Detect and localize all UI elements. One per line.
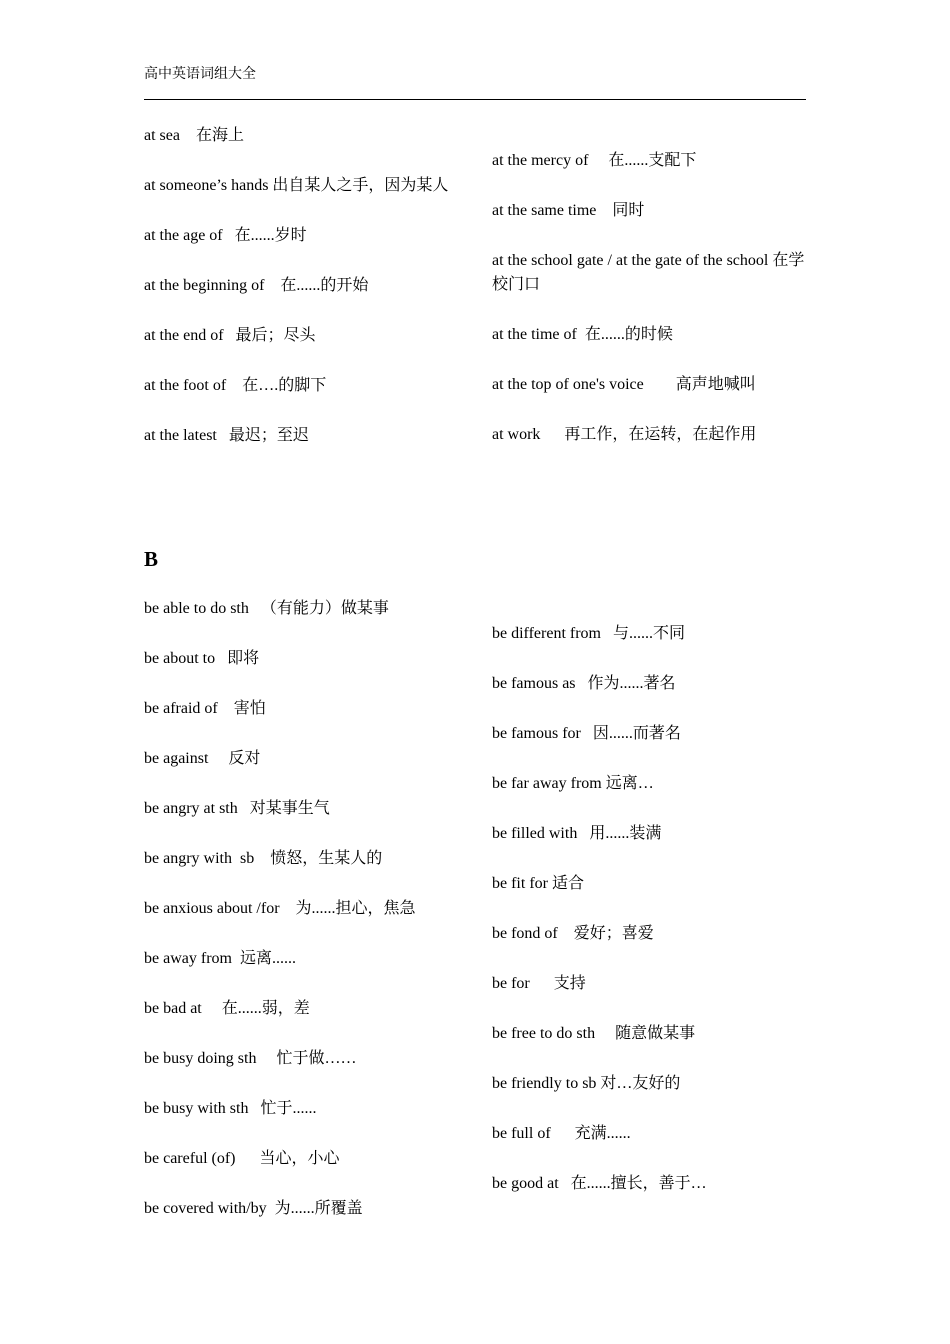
header-divider <box>144 99 806 100</box>
phrase-entry: be famous as 作为......著名 <box>492 675 676 692</box>
phrase-entry: be about to 即将 <box>144 650 260 667</box>
phrase-entry: be against 反对 <box>144 750 261 767</box>
phrase-entry: be friendly to sb 对…友好的 <box>492 1075 681 1092</box>
section-a-right-column <box>492 149 810 473</box>
phrase-entry: be for 支持 <box>492 975 586 992</box>
phrase-entry: at the latest 最迟；至迟 <box>144 427 309 444</box>
phrase-entry: be fond of 爱好；喜爱 <box>492 925 654 942</box>
phrase-entry: be careful (of) 当心，小心 <box>144 1150 340 1167</box>
phrase-entry: at work 再工作，在运转，在起作用 <box>492 426 757 443</box>
section-b-left-column <box>144 597 470 1247</box>
section-a-left-column <box>144 124 470 474</box>
phrase-entry: be different from 与......不同 <box>492 625 685 642</box>
phrase-entry: at sea 在海上 <box>144 127 244 144</box>
phrase-entry: be busy with sth 忙于...... <box>144 1100 317 1117</box>
phrase-entry: be full of 充满...... <box>492 1125 631 1142</box>
phrase-entry: be covered with/by 为......所覆盖 <box>144 1200 363 1217</box>
phrase-entry: be bad at 在......弱，差 <box>144 1000 310 1017</box>
page-header-title: 高中英语词组大全 <box>144 67 256 82</box>
phrase-entry: at the age of 在......岁时 <box>144 227 307 244</box>
phrase-entry: at the foot of 在….的脚下 <box>144 377 327 394</box>
phrase-entry: at the time of 在......的时候 <box>492 326 673 343</box>
phrase-entry: at the mercy of 在......支配下 <box>492 152 697 169</box>
phrase-entry: be far away from 远离… <box>492 775 654 792</box>
phrase-entry: at the school gate / at the gate of the school 在学校门口 <box>492 252 805 293</box>
phrase-entry: be good at 在......擅长，善于… <box>492 1175 707 1192</box>
phrase-entry: be fit for 适合 <box>492 875 584 892</box>
phrase-entry: be afraid of 害怕 <box>144 700 266 717</box>
phrase-entry: be anxious about /for 为......担心，焦急 <box>144 900 416 917</box>
section-b-heading: B <box>144 547 159 571</box>
phrase-entry: at the beginning of 在......的开始 <box>144 277 369 294</box>
phrase-entry: at the end of 最后；尽头 <box>144 327 316 344</box>
phrase-entry: be famous for 因......而著名 <box>492 725 681 742</box>
phrase-entry: at the same time 同时 <box>492 202 645 219</box>
phrase-entry: be free to do sth 随意做某事 <box>492 1025 696 1042</box>
section-b-right-column <box>492 622 810 1222</box>
phrase-entry: be angry at sth 对某事生气 <box>144 800 330 817</box>
phrase-entry: at the top of one's voice 高声地喊叫 <box>492 376 756 393</box>
phrase-entry: be busy doing sth 忙于做…… <box>144 1050 357 1067</box>
phrase-entry: be able to do sth （有能力）做某事 <box>144 600 389 617</box>
phrase-entry: be angry with sb 愤怒，生某人的 <box>144 850 383 867</box>
phrase-entry: at someone’s hands 出自某人之手，因为某人 <box>144 177 449 194</box>
phrase-entry: be away from 远离...... <box>144 950 296 967</box>
phrase-entry: be filled with 用......装满 <box>492 825 662 842</box>
